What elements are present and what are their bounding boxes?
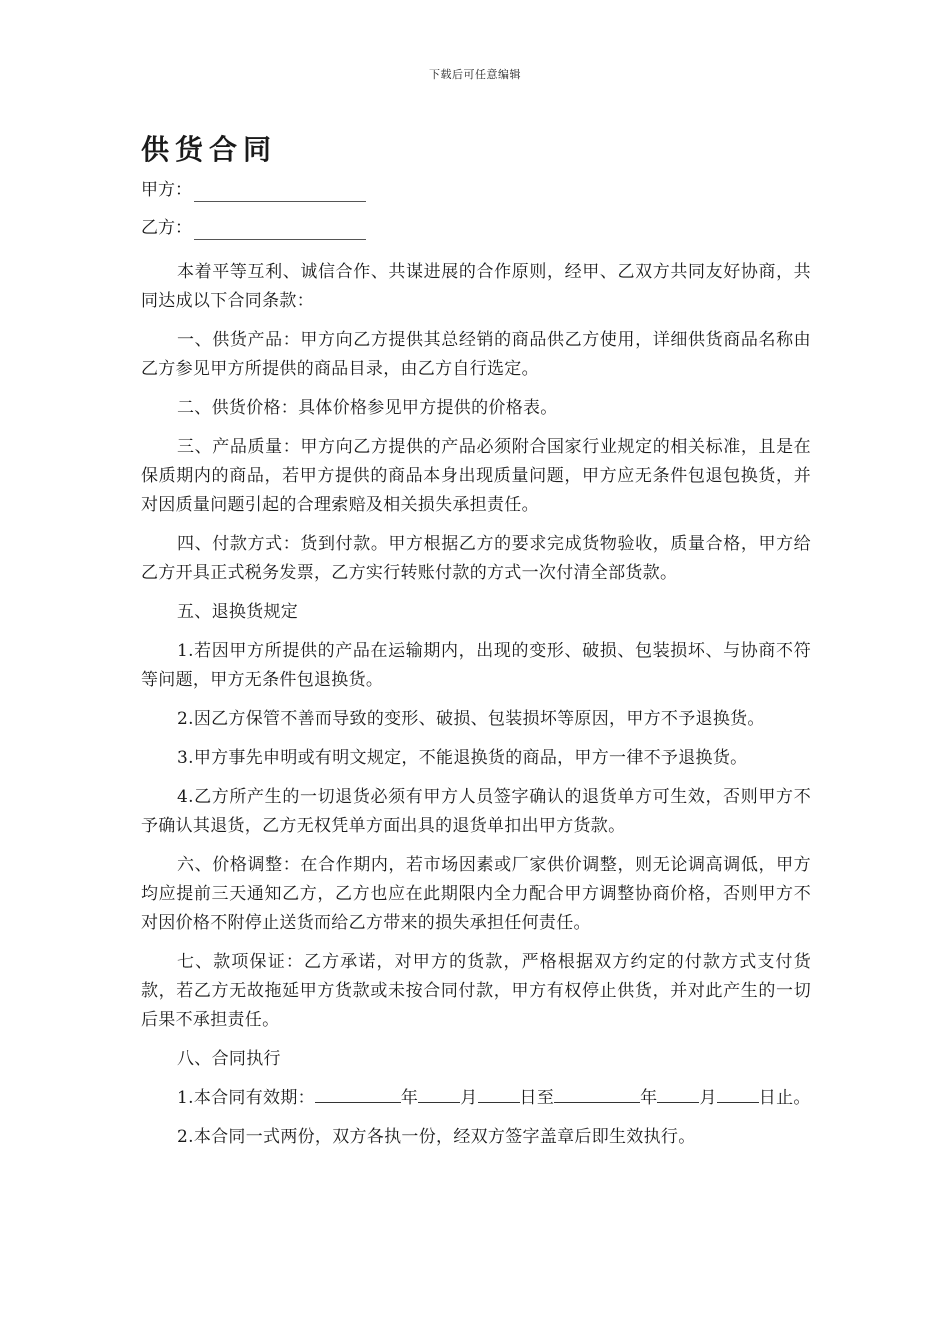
clause-7-payment-guarantee: 七、款项保证：乙方承诺，对甲方的货款，严格根据双方约定的付款方式支付货款，若乙方无故拖延甲方货款或未按合同付款，甲方有权停止供货，并对此产生的一切后果不承担责任。 [141,952,811,1030]
party-b-line [141,216,811,240]
clause-8-contract-execution: 八、合同执行 [177,1049,281,1069]
party-b-blank [194,220,366,240]
contract-body [141,130,811,1162]
end-year-blank [554,1084,640,1103]
clause-6-price-adjustment: 六、价格调整：在合作期内，若市场因素或厂家供价调整，则无论调高调低，甲方均应提前三天通知乙方，乙方也应在此期限内全力配合甲方调整协商价格，否则甲方不对因价格不附停止送货而给乙方带来的损失承担任何责任。 [141,855,811,933]
end-month-blank [657,1084,699,1103]
end-year-label: 年 [640,1088,658,1108]
clause-3-product-quality: 三、产品质量：甲方向乙方提供的产品必须附合国家行业规定的相关标准，且是在保质期内的商品，若甲方提供的商品本身出现质量问题，甲方应无条件包退包换货，并对因质量问题引起的合理索赔及相关损失承担责任。 [141,437,811,515]
start-year-blank [315,1084,401,1103]
clause-4-payment-method: 四、付款方式：货到付款。甲方根据乙方的要求完成货物验收，质量合格，甲方给乙方开具正式税务发票，乙方实行转账付款的方式一次付清全部货款。 [141,534,811,583]
clause-8-item-2-copies: 2.本合同一式两份，双方各执一份，经双方签字盖章后即生效执行。 [177,1127,696,1147]
end-day-label: 日止。 [758,1088,811,1108]
clause-5-item-2: 2.因乙方保管不善而导致的变形、破损、包装损坏等原因，甲方不予退换货。 [177,709,765,729]
start-year-label: 年 [400,1088,419,1108]
clause-5-item-3: 3.甲方事先申明或有明文规定，不能退换货的商品，甲方一律不予退换货。 [177,748,748,768]
party-a-blank [194,182,366,202]
clause-2-supply-price: 二、供货价格：具体价格参见甲方提供的价格表。 [177,398,558,418]
contract-title: 供货合同 [141,133,278,166]
intro-paragraph: 本着平等互利、诚信合作、共谋进展的合作原则，经甲、乙双方共同友好协商，共同达成以下合同条款： [141,262,811,311]
clause-1-supply-products: 一、供货产品：甲方向乙方提供其总经销的商品供乙方使用，详细供货商品名称由乙方参见甲方所提供的商品目录，由乙方自行选定。 [141,330,811,379]
clause-5-return-policy: 五、退换货规定 [177,602,299,622]
end-month-label: 月 [699,1088,717,1108]
party-a-line [141,178,811,202]
header-note: 下载后可任意编辑 [429,68,521,81]
clause-5-item-1: 1.若因甲方所提供的产品在运输期内，出现的变形、破损、包装损坏、与协商不符等问题，甲方无条件包退换货。 [141,641,811,690]
clause-8-item-1-validity [141,1084,811,1113]
party-b-label: 乙方： [141,218,192,238]
clause-5-item-4: 4.乙方所产生的一切退货必须有甲方人员签字确认的退货单方可生效，否则甲方不予确认其退货，乙方无权凭单方面出具的退货单扣出甲方货款。 [141,787,811,836]
validity-prefix: 1.本合同有效期： [177,1088,315,1108]
start-month-blank [418,1084,460,1103]
party-a-label: 甲方： [141,180,192,200]
start-month-label: 月 [460,1088,478,1108]
start-day-label: 日至 [519,1088,555,1108]
start-day-blank [478,1084,520,1103]
end-day-blank [717,1084,759,1103]
